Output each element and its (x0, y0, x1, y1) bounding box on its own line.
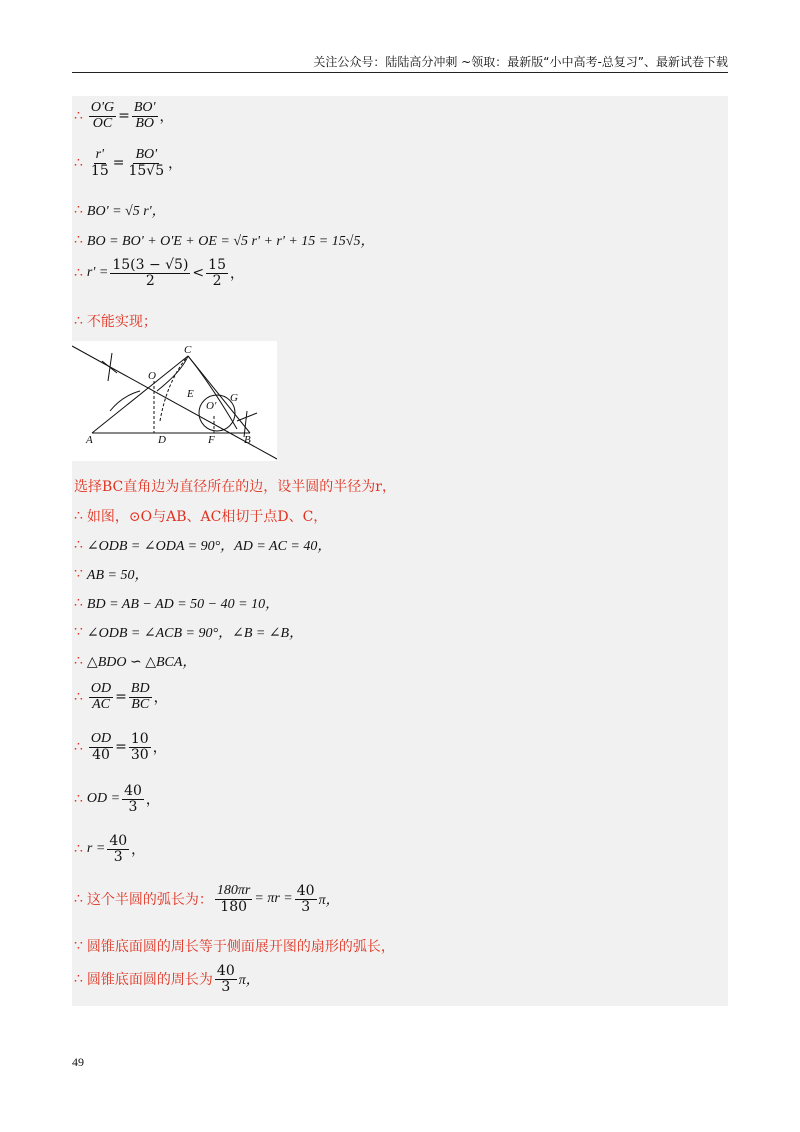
line-2: ∴ $\frac{r'}{15}$ = $\frac{BO'}{15√5}$ ， (74, 147, 183, 179)
line-11: ∴ BD = AB − AD = 50 − 40 = 10， (74, 595, 280, 612)
label-e: E (187, 388, 194, 400)
page-number: 49 (72, 1055, 84, 1069)
line-3: ∴ BO' = √5 r'， (74, 202, 166, 219)
line-6: ∴ 不能实现； (74, 313, 157, 330)
line-20: ∴ 圆锥底面圆的周长为 $\frac{40}{3}$ π， (74, 963, 260, 995)
label-g: G (230, 392, 238, 404)
label-f: F (208, 434, 215, 446)
label-o-prime: O' (206, 400, 217, 412)
label-c: C (184, 344, 192, 356)
label-a: A (86, 434, 93, 446)
line-13: ∴ △BDO ∽ △BCA， (74, 653, 197, 670)
solution-area (72, 96, 728, 1006)
line-18: ∴ 这个半圆的弧长为： $\frac{180\pi r}{180}$ = πr = $\frac{40}{3}$ π， (74, 883, 340, 915)
arc-left (110, 391, 140, 411)
figure-svg (72, 341, 277, 461)
line-8: ∴ 如图，⊙O与AB、AC相切于点D、C， (74, 508, 328, 525)
line-9: ∴ ∠ODB = ∠ODA = 90°，AD = AC = 40， (74, 537, 332, 554)
dashed-arc (160, 356, 188, 421)
line-4: ∴ BO = BO' + O'E + OE = √5 r' + r' + 15 = 15√5， (74, 232, 375, 249)
line-15: ∴ $\frac{OD}{40}$ = $\frac{10}{30}$ ， (74, 731, 167, 763)
segment-ac (92, 356, 188, 433)
label-b: B (244, 434, 251, 446)
geometry-figure (72, 341, 277, 461)
line-1: ∴ $\frac{O'G}{OC}$ = $\frac{BO'}{BO}$ ， (74, 100, 174, 131)
line-10: ∵ AB = 50， (74, 566, 149, 583)
line-16: ∴ OD = $\frac{40}{3}$ ， (74, 783, 160, 815)
arc-top (157, 356, 188, 391)
line-17: ∴ r = $\frac{40}{3}$ ， (74, 833, 146, 865)
label-d: D (158, 434, 166, 446)
header-text: 关注公众号：陆陆高分冲刺 ~领取：最新版“小中高考-总复习”、最新试卷下载 (313, 55, 728, 69)
line-19: ∵ 圆锥底面圆的周长等于侧面展开图的扇形的弧长， (74, 938, 395, 955)
line-7: 选择BC直角边为直径所在的边，设半圆的半径为r， (74, 479, 396, 495)
line-14: ∴ $\frac{OD}{AC}$ = $\frac{BD}{BC}$ ， (74, 681, 168, 712)
line-5: ∴ r' = $\frac{15(3 - √5)}{2}$ < $\frac{15}{2}$ ， (74, 257, 244, 289)
construction-mark (102, 353, 117, 381)
page-header (72, 54, 728, 73)
line-12: ∵ ∠ODB = ∠ACB = 90°，∠B = ∠B， (74, 624, 304, 641)
label-o: O (148, 370, 156, 382)
